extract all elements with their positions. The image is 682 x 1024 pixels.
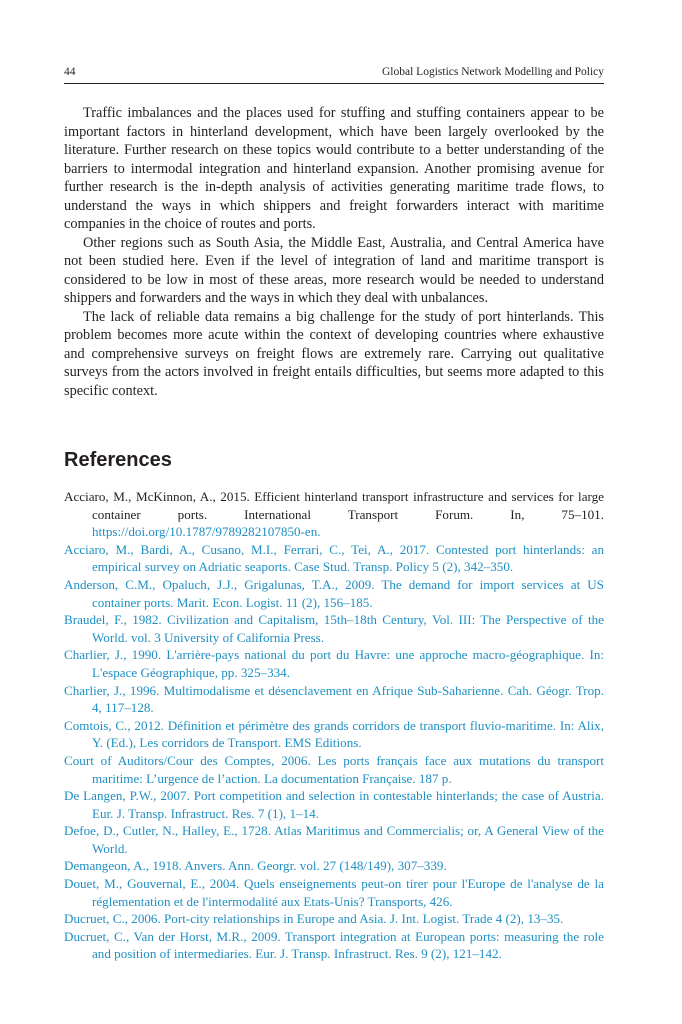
reference-item[interactable]: De Langen, P.W., 2007. Port competition and selection in contestable hinterlands; the case of Austria. Eur. J. Transp. Infrastruct. Res. 7 (1), 1–14. [64, 788, 604, 821]
reference-item[interactable]: Douet, M., Gouvernal, E., 2004. Quels enseignements peut-on tirer pour l'Europe de l'analyse de la réglementation et de l'intermodalité aux Etats-Unis? Transports, 426. [64, 876, 604, 909]
paragraph: The lack of reliable data remains a big challenge for the study of port hinterlands. This problem becomes more acute within the context of developing countries where exhaustive and comprehensive surveys on freight flows are extremely rare. Carrying out qualitative surveys from the actors involved in freight entails difficulties, but seems more adapted to this specific context. [64, 308, 604, 399]
reference-item[interactable]: Anderson, C.M., Opaluch, J.J., Grigalunas, T.A., 2009. The demand for import services at US container ports. Marit. Econ. Logist. 11 (2), 156–185. [64, 576, 604, 610]
body-text [64, 104, 604, 400]
reference-item[interactable]: Court of Auditors/Cour des Comptes, 2006. Les ports français face aux mutations du transport maritime: L’urgence de l’action. La documentation Française. 187 p. [64, 752, 604, 786]
reference-item[interactable]: Comtois, C., 2012. Définition et périmètre des grands corridors de transport fluvio-maritime. In: Alix, Y. (Ed.), Les corridors de Transport. EMS Editions. [64, 717, 604, 751]
reference-item[interactable]: Ducruet, C., 2006. Port-city relationships in Europe and Asia. J. Int. Logist. Trade 4 (2), 13–35. [64, 911, 564, 927]
reference-item[interactable]: Charlier, J., 1990. L'arrière-pays national du port du Havre: une approche macro-géographique. In: L'espace Géographique, pp. 325–334. [64, 647, 604, 680]
page-number: 44 [64, 66, 76, 78]
header-rule [64, 83, 604, 84]
references-heading: References [64, 449, 172, 471]
reference-item[interactable]: Demangeon, A., 1918. Anvers. Ann. Georgr. vol. 27 (148/149), 307–339. [64, 858, 447, 874]
reference-item[interactable]: Charlier, J., 1996. Multimodalisme et désenclavement en Afrique Sub-Saharienne. Cah. Géogr. Trop. 4, 117–128. [64, 682, 604, 716]
running-title: Global Logistics Network Modelling and Policy [382, 66, 604, 78]
reference-text: Acciaro, M., McKinnon, A., 2015. Efficient hinterland transport infrastructure and services for large container ports. International Transport Forum. In, 75–101. [64, 489, 604, 522]
reference-list [64, 488, 604, 963]
page-header [64, 64, 604, 80]
doi-link[interactable]: https://doi.org/10.1787/9789282107850-en. [92, 524, 321, 540]
reference-item[interactable]: Ducruet, C., Van der Horst, M.R., 2009. Transport integration at European ports: measuring the role and position of intermediaries. Eur. J. Transp. Infrastruct. Res. 9 (2), 121–142. [64, 928, 604, 962]
reference-item[interactable]: Braudel, F., 1982. Civilization and Capitalism, 15th–18th Century, Vol. III: The Perspective of the World. vol. 3 University of California Press. [64, 612, 604, 645]
reference-item[interactable]: Acciaro, M., Bardi, A., Cusano, M.I., Ferrari, C., Tei, A., 2017. Contested port hinterlands: an empirical survey on Adriatic seaports. Case Stud. Transp. Policy 5 (2), 342–350. [64, 541, 604, 575]
reference-item [64, 488, 604, 541]
paragraph: Traffic imbalances and the places used for stuffing and stuffing containers appear to be important factors in hinterland development, which have been largely overlooked by the literature. Further research on these topics would contribute to a better understanding of the barriers to intermodal integration and hinterland expansion. Another promising avenue for further research is the in-depth analysis of activities generating maritime trade flows, to understand the ways in which shippers and freight forwarders interact with maritime companies in the choice of routes and ports. [64, 105, 604, 232]
paragraph: Other regions such as South Asia, the Middle East, Australia, and Central America have not been studied here. Even if the level of integration of land and maritime transport is considered to be low in most of these areas, more research would be needed to understand shippers and forwarders and the ways in which they deal with unbalances. [64, 234, 604, 306]
reference-item[interactable]: Defoe, D., Cutler, N., Halley, E., 1728. Atlas Maritimus and Commercialis; or, A General View of the World. [64, 823, 604, 856]
